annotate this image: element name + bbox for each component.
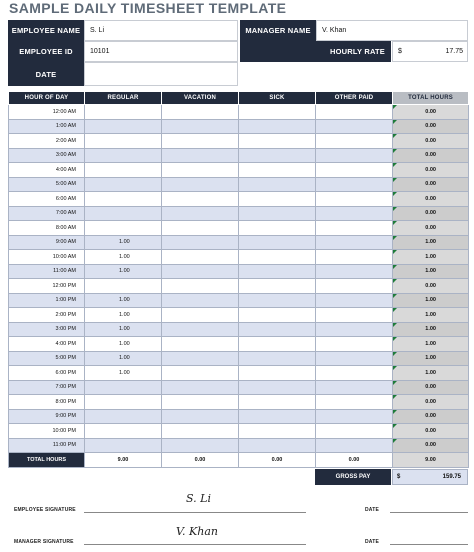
hour-cell: 10:00 PM <box>9 424 85 439</box>
formula-indicator-icon <box>393 323 397 327</box>
formula-indicator-icon <box>393 366 397 370</box>
other-paid-cell[interactable] <box>316 134 393 149</box>
table-row <box>9 206 469 221</box>
other-paid-cell[interactable] <box>316 177 393 192</box>
employee-name-label: EMPLOYEE NAME <box>8 20 84 41</box>
vacation-cell[interactable] <box>162 322 239 337</box>
total-hours-cell: 0.00 <box>393 134 469 149</box>
total-hours-cell: 1.00 <box>393 235 469 250</box>
hour-cell: 5:00 PM <box>9 351 85 366</box>
total-hours-cell: 1.00 <box>393 337 469 352</box>
total-other-paid: 0.00 <box>316 453 393 468</box>
employee-signature-line[interactable] <box>84 512 306 513</box>
totals-row <box>9 453 469 468</box>
sick-cell[interactable] <box>239 366 316 381</box>
sick-cell[interactable] <box>239 351 316 366</box>
employee-signature-label: EMPLOYEE SIGNATURE <box>14 507 76 513</box>
vacation-cell[interactable] <box>162 337 239 352</box>
formula-indicator-icon <box>393 207 397 211</box>
date-field[interactable] <box>84 62 238 86</box>
total-hours-cell: 0.00 <box>393 395 469 410</box>
other-paid-cell[interactable] <box>316 105 393 120</box>
hour-cell: 12:00 PM <box>9 279 85 294</box>
hour-cell: 9:00 AM <box>9 235 85 250</box>
total-hours-cell: 0.00 <box>393 279 469 294</box>
sick-cell[interactable] <box>239 250 316 265</box>
table-row <box>9 366 469 381</box>
total-regular: 9.00 <box>85 453 162 468</box>
table-row <box>9 409 469 424</box>
formula-indicator-icon <box>393 265 397 269</box>
formula-indicator-icon <box>393 381 397 385</box>
other-paid-cell[interactable] <box>316 264 393 279</box>
regular-cell[interactable] <box>85 380 162 395</box>
timesheet-table <box>8 91 469 468</box>
vacation-cell[interactable] <box>162 366 239 381</box>
formula-indicator-icon <box>393 294 397 298</box>
gross-pay-currency: $ <box>397 474 401 480</box>
formula-indicator-icon <box>393 424 397 428</box>
sick-cell[interactable] <box>239 293 316 308</box>
regular-cell[interactable] <box>85 177 162 192</box>
sick-cell[interactable] <box>239 337 316 352</box>
table-row <box>9 221 469 236</box>
regular-cell[interactable] <box>85 221 162 236</box>
total-hours-cell: 0.00 <box>393 221 469 236</box>
column-header-total-hours: TOTAL HOURS <box>393 92 469 105</box>
other-paid-cell[interactable] <box>316 424 393 439</box>
hour-cell: 12:00 AM <box>9 105 85 120</box>
total-hours-cell: 1.00 <box>393 366 469 381</box>
sick-cell[interactable] <box>239 279 316 294</box>
formula-indicator-icon <box>393 105 397 109</box>
other-paid-cell[interactable] <box>316 380 393 395</box>
table-row <box>9 380 469 395</box>
hour-cell: 7:00 PM <box>9 380 85 395</box>
formula-indicator-icon <box>393 192 397 196</box>
vacation-cell[interactable] <box>162 351 239 366</box>
employee-id-field[interactable]: 10101 <box>84 41 238 62</box>
sick-cell[interactable] <box>239 438 316 453</box>
table-row <box>9 105 469 120</box>
formula-indicator-icon <box>393 308 397 312</box>
manager-signature-label: MANAGER SIGNATURE <box>14 539 74 545</box>
table-row <box>9 438 469 453</box>
other-paid-cell[interactable] <box>316 409 393 424</box>
hour-cell: 10:00 AM <box>9 250 85 265</box>
regular-cell[interactable]: 1.00 <box>85 235 162 250</box>
regular-cell[interactable] <box>85 134 162 149</box>
total-vacation: 0.00 <box>162 453 239 468</box>
total-hours-cell: 0.00 <box>393 206 469 221</box>
column-header-regular: REGULAR <box>85 92 162 105</box>
column-header-vacation: VACATION <box>162 92 239 105</box>
manager-name-label: MANAGER NAME <box>240 20 316 41</box>
regular-cell[interactable] <box>85 163 162 178</box>
sick-cell[interactable] <box>239 235 316 250</box>
column-header-hour: HOUR OF DAY <box>9 92 85 105</box>
totals-label: TOTAL HOURS <box>9 453 85 468</box>
vacation-cell[interactable] <box>162 163 239 178</box>
sick-cell[interactable] <box>239 163 316 178</box>
vacation-cell[interactable] <box>162 293 239 308</box>
sick-cell[interactable] <box>239 206 316 221</box>
table-row <box>9 250 469 265</box>
hour-cell: 7:00 AM <box>9 206 85 221</box>
regular-cell[interactable] <box>85 192 162 207</box>
table-row <box>9 177 469 192</box>
table-row <box>9 163 469 178</box>
gross-pay-label: GROSS PAY <box>315 469 391 485</box>
formula-indicator-icon <box>393 439 397 443</box>
column-header-other-paid: OTHER PAID <box>316 92 393 105</box>
total-hours-cell: 0.00 <box>393 438 469 453</box>
sick-cell[interactable] <box>239 424 316 439</box>
formula-indicator-icon <box>393 352 397 356</box>
employee-name-field[interactable]: S. Li <box>84 20 238 41</box>
regular-cell[interactable]: 1.00 <box>85 337 162 352</box>
formula-indicator-icon <box>393 178 397 182</box>
other-paid-cell[interactable] <box>316 308 393 323</box>
regular-cell[interactable]: 1.00 <box>85 250 162 265</box>
table-row <box>9 337 469 352</box>
sick-cell[interactable] <box>239 395 316 410</box>
total-hours-sum: 9.00 <box>393 453 469 468</box>
manager-signature: V. Khan <box>176 525 218 538</box>
gross-pay-field <box>392 469 468 485</box>
formula-indicator-icon <box>393 337 397 341</box>
regular-cell[interactable] <box>85 409 162 424</box>
regular-cell[interactable] <box>85 279 162 294</box>
table-row <box>9 134 469 149</box>
regular-cell[interactable]: 1.00 <box>85 308 162 323</box>
regular-cell[interactable] <box>85 148 162 163</box>
manager-date-label: DATE <box>365 539 380 545</box>
vacation-cell[interactable] <box>162 395 239 410</box>
vacation-cell[interactable] <box>162 409 239 424</box>
other-paid-cell[interactable] <box>316 221 393 236</box>
hour-cell: 1:00 PM <box>9 293 85 308</box>
date-label: DATE <box>8 62 84 86</box>
table-row <box>9 279 469 294</box>
table-row <box>9 351 469 366</box>
vacation-cell[interactable] <box>162 221 239 236</box>
total-hours-cell: 1.00 <box>393 264 469 279</box>
vacation-cell[interactable] <box>162 192 239 207</box>
regular-cell[interactable]: 1.00 <box>85 366 162 381</box>
total-hours-cell: 0.00 <box>393 177 469 192</box>
table-row <box>9 322 469 337</box>
hour-cell: 2:00 PM <box>9 308 85 323</box>
hour-cell: 6:00 AM <box>9 192 85 207</box>
sick-cell[interactable] <box>239 148 316 163</box>
table-row <box>9 119 469 134</box>
sick-cell[interactable] <box>239 221 316 236</box>
vacation-cell[interactable] <box>162 279 239 294</box>
column-header-sick: SICK <box>239 92 316 105</box>
sick-cell[interactable] <box>239 134 316 149</box>
regular-cell[interactable] <box>85 119 162 134</box>
table-row <box>9 148 469 163</box>
formula-indicator-icon <box>393 221 397 225</box>
formula-indicator-icon <box>393 236 397 240</box>
hour-cell: 11:00 PM <box>9 438 85 453</box>
hour-cell: 4:00 AM <box>9 163 85 178</box>
other-paid-cell[interactable] <box>316 322 393 337</box>
hour-cell: 9:00 PM <box>9 409 85 424</box>
table-header-row <box>9 92 469 105</box>
other-paid-cell[interactable] <box>316 351 393 366</box>
vacation-cell[interactable] <box>162 308 239 323</box>
vacation-cell[interactable] <box>162 264 239 279</box>
manager-date-line[interactable] <box>390 544 468 545</box>
total-hours-cell: 1.00 <box>393 293 469 308</box>
sick-cell[interactable] <box>239 308 316 323</box>
currency-symbol: $ <box>398 48 402 55</box>
hourly-rate-value: 17.75 <box>445 48 463 55</box>
total-hours-cell: 1.00 <box>393 322 469 337</box>
manager-name-field[interactable]: V. Khan <box>316 20 468 41</box>
sick-cell[interactable] <box>239 380 316 395</box>
hour-cell: 11:00 AM <box>9 264 85 279</box>
hour-cell: 4:00 PM <box>9 337 85 352</box>
vacation-cell[interactable] <box>162 134 239 149</box>
hour-cell: 8:00 PM <box>9 395 85 410</box>
vacation-cell[interactable] <box>162 148 239 163</box>
other-paid-cell[interactable] <box>316 279 393 294</box>
employee-id-label: EMPLOYEE ID <box>8 41 84 62</box>
other-paid-cell[interactable] <box>316 395 393 410</box>
table-row <box>9 293 469 308</box>
hourly-rate-label: HOURLY RATE <box>240 41 391 62</box>
total-hours-cell: 0.00 <box>393 409 469 424</box>
regular-cell[interactable] <box>85 105 162 120</box>
hour-cell: 3:00 AM <box>9 148 85 163</box>
sick-cell[interactable] <box>239 105 316 120</box>
formula-indicator-icon <box>393 250 397 254</box>
total-hours-cell: 0.00 <box>393 192 469 207</box>
regular-cell[interactable]: 1.00 <box>85 351 162 366</box>
formula-indicator-icon <box>393 395 397 399</box>
formula-indicator-icon <box>393 279 397 283</box>
vacation-cell[interactable] <box>162 105 239 120</box>
vacation-cell[interactable] <box>162 438 239 453</box>
sick-cell[interactable] <box>239 409 316 424</box>
sick-cell[interactable] <box>239 177 316 192</box>
other-paid-cell[interactable] <box>316 148 393 163</box>
hourly-rate-field[interactable] <box>392 41 468 62</box>
total-hours-cell: 0.00 <box>393 424 469 439</box>
other-paid-cell[interactable] <box>316 235 393 250</box>
vacation-cell[interactable] <box>162 424 239 439</box>
vacation-cell[interactable] <box>162 119 239 134</box>
other-paid-cell[interactable] <box>316 163 393 178</box>
gross-pay-value: 159.75 <box>442 474 461 480</box>
other-paid-cell[interactable] <box>316 366 393 381</box>
regular-cell[interactable] <box>85 206 162 221</box>
manager-signature-line[interactable] <box>84 544 306 545</box>
other-paid-cell[interactable] <box>316 206 393 221</box>
table-row <box>9 235 469 250</box>
table-row <box>9 395 469 410</box>
other-paid-cell[interactable] <box>316 293 393 308</box>
vacation-cell[interactable] <box>162 235 239 250</box>
page-title: SAMPLE DAILY TIMESHEET TEMPLATE <box>9 0 287 16</box>
formula-indicator-icon <box>393 149 397 153</box>
formula-indicator-icon <box>393 410 397 414</box>
vacation-cell[interactable] <box>162 177 239 192</box>
other-paid-cell[interactable] <box>316 438 393 453</box>
other-paid-cell[interactable] <box>316 337 393 352</box>
hour-cell: 5:00 AM <box>9 177 85 192</box>
hour-cell: 1:00 AM <box>9 119 85 134</box>
vacation-cell[interactable] <box>162 380 239 395</box>
total-hours-cell: 0.00 <box>393 119 469 134</box>
table-row <box>9 424 469 439</box>
total-sick: 0.00 <box>239 453 316 468</box>
other-paid-cell[interactable] <box>316 119 393 134</box>
total-hours-cell: 1.00 <box>393 250 469 265</box>
total-hours-cell: 0.00 <box>393 105 469 120</box>
table-row <box>9 192 469 207</box>
formula-indicator-icon <box>393 134 397 138</box>
hour-cell: 3:00 PM <box>9 322 85 337</box>
vacation-cell[interactable] <box>162 206 239 221</box>
sick-cell[interactable] <box>239 192 316 207</box>
sick-cell[interactable] <box>239 264 316 279</box>
table-row <box>9 264 469 279</box>
total-hours-cell: 1.00 <box>393 308 469 323</box>
formula-indicator-icon <box>393 163 397 167</box>
regular-cell[interactable]: 1.00 <box>85 264 162 279</box>
total-hours-cell: 0.00 <box>393 380 469 395</box>
hour-cell: 2:00 AM <box>9 134 85 149</box>
regular-cell[interactable]: 1.00 <box>85 293 162 308</box>
total-hours-cell: 1.00 <box>393 351 469 366</box>
hour-cell: 6:00 PM <box>9 366 85 381</box>
other-paid-cell[interactable] <box>316 192 393 207</box>
total-hours-cell: 0.00 <box>393 163 469 178</box>
regular-cell[interactable] <box>85 395 162 410</box>
sick-cell[interactable] <box>239 119 316 134</box>
sick-cell[interactable] <box>239 322 316 337</box>
regular-cell[interactable] <box>85 438 162 453</box>
hour-cell: 8:00 AM <box>9 221 85 236</box>
employee-date-label: DATE <box>365 507 380 513</box>
vacation-cell[interactable] <box>162 250 239 265</box>
total-hours-cell: 0.00 <box>393 148 469 163</box>
formula-indicator-icon <box>393 120 397 124</box>
employee-signature: S. Li <box>186 492 211 505</box>
regular-cell[interactable]: 1.00 <box>85 322 162 337</box>
employee-date-line[interactable] <box>390 512 468 513</box>
other-paid-cell[interactable] <box>316 250 393 265</box>
regular-cell[interactable] <box>85 424 162 439</box>
table-row <box>9 308 469 323</box>
